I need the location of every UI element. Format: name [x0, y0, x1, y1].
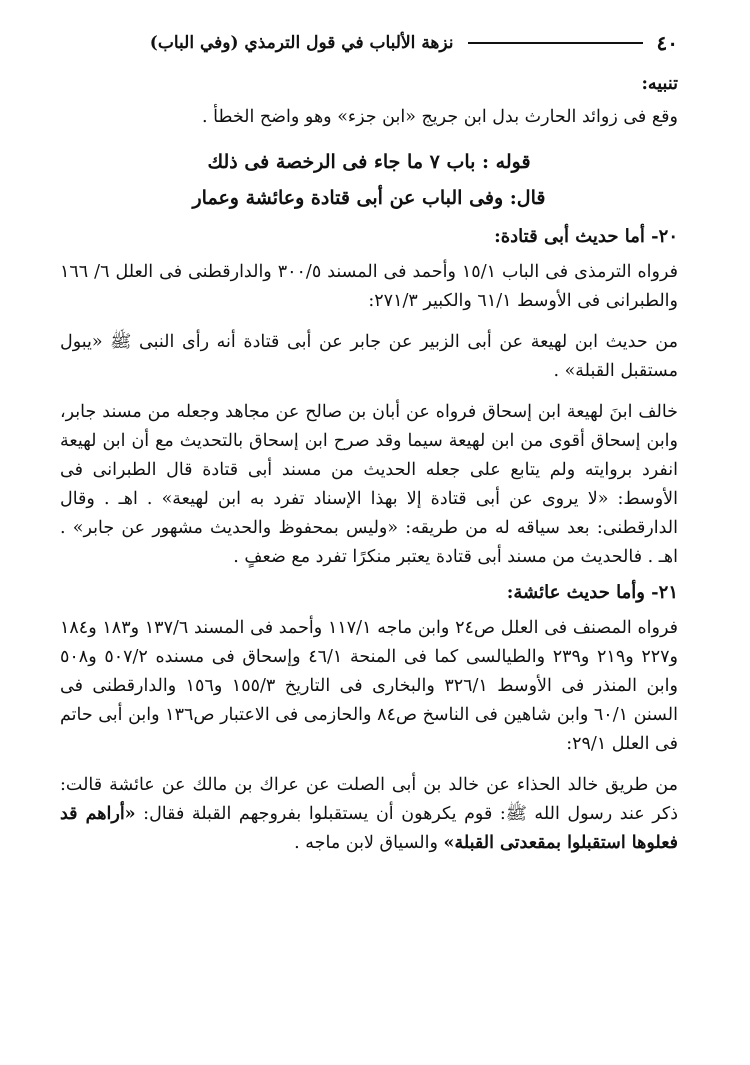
chapter-title: قوله : باب ٧ ما جاء فى الرخصة فى ذلك [207, 151, 531, 173]
paragraph-21-2-text: من طريق خالد الحذاء عن خالد بن أبى الصلت عن عراك بن مالك عن عائشة قالت: ذكر عند رسول الله ﷺ: قوم يكرهون أن يستقبلوا بفروجهم القبلة فقال: [60, 775, 678, 824]
note-text: وقع فى زوائد الحارث بدل ابن جريج «ابن جزء» وهو واضح الخطأ . [202, 107, 678, 127]
paragraph-20-1: فرواه الترمذى فى الباب ١٥/١ وأحمد فى المسند ٣٠٠/٥ والدارقطنى فى العلل ٦/ ١٦٦ والطبرانى فى الأوسط ٦١/١ والكبير ٢٧١/٣: [60, 262, 678, 311]
section-heading-20: ٢٠- أما حديث أبى قتادة: [494, 226, 678, 247]
note-title: تنبيه: [641, 74, 678, 94]
paragraph-21-2-end: والسياق لابن ماجه . [294, 833, 444, 853]
paragraph-21-2 [60, 771, 678, 858]
page-number: ٤٠ [656, 31, 678, 55]
hadith-quote: «أراهم قد فعلوها استقبلوا بمقعدتى القبلة» [60, 804, 678, 853]
paragraph-21-1: فرواه المصنف فى العلل ص٢٤ وابن ماجه ١١٧/١ وأحمد فى المسند ١٣٧/٦ و١٨٣ و١٨٤ و٢٢٧ و٢١٩ و٢٣٩ والطيالسى كما فى المنحة ٤٦/١ وإسحاق فى مسنده ٥٠٧/٢ و٥٠٨ وابن المنذر فى الأوسط ٣٢٦/١ والبخارى فى التاريخ ١٥٥/٣ و١٥٦ والدارقطنى فى السنن ٦٠/١ وابن شاهين فى الناسخ ص٨٤ والحازمى فى الاعتبار ص١٣٦ وابن أبى حاتم فى العلل ٢٩/١: [59, 618, 679, 754]
paragraph-20-3: خالف ابنَ لهيعة ابن إسحاق فرواه عن أبان بن صالح عن مجاهد وجعله من مسند جابر، وابن إسحاق أقوى من ابن لهيعة سيما وقد صرح ابن إسحاق بالتحديث مع أن ابن لهيعة انفرد بروايته ولم يتابع على جعله الحديث من مسند أبى قتادة قال الطبرانى فى الأوسط: «لا يروى عن أبى قتادة إلا بهذا الإسناد تفرد به ابن لهيعة» . اهـ . وقال الدارقطنى: بعد سياقه له من طريقه: «وليس بمحفوظ والحديث مشهور عن جابر» . اهـ . فالحديث من مسند أبى قتادة يعتبر منكرًا تفرد مع ضعفٍ . [60, 402, 678, 567]
paragraph-20-2: من حديث ابن لهيعة عن أبى الزبير عن جابر عن أبى قتادة أنه رأى النبى ﷺ «يبول مستقبل القبلة» . [60, 332, 678, 381]
header-rule [468, 42, 643, 44]
page-header [60, 28, 678, 58]
chapter-subtitle: قال: وفى الباب عن أبى قتادة وعائشة وعمار [192, 187, 546, 209]
section-heading-21: ٢١- وأما حديث عائشة: [506, 582, 678, 603]
running-title: نزهة الألباب في قول الترمذي (وفي الباب) [149, 33, 454, 53]
